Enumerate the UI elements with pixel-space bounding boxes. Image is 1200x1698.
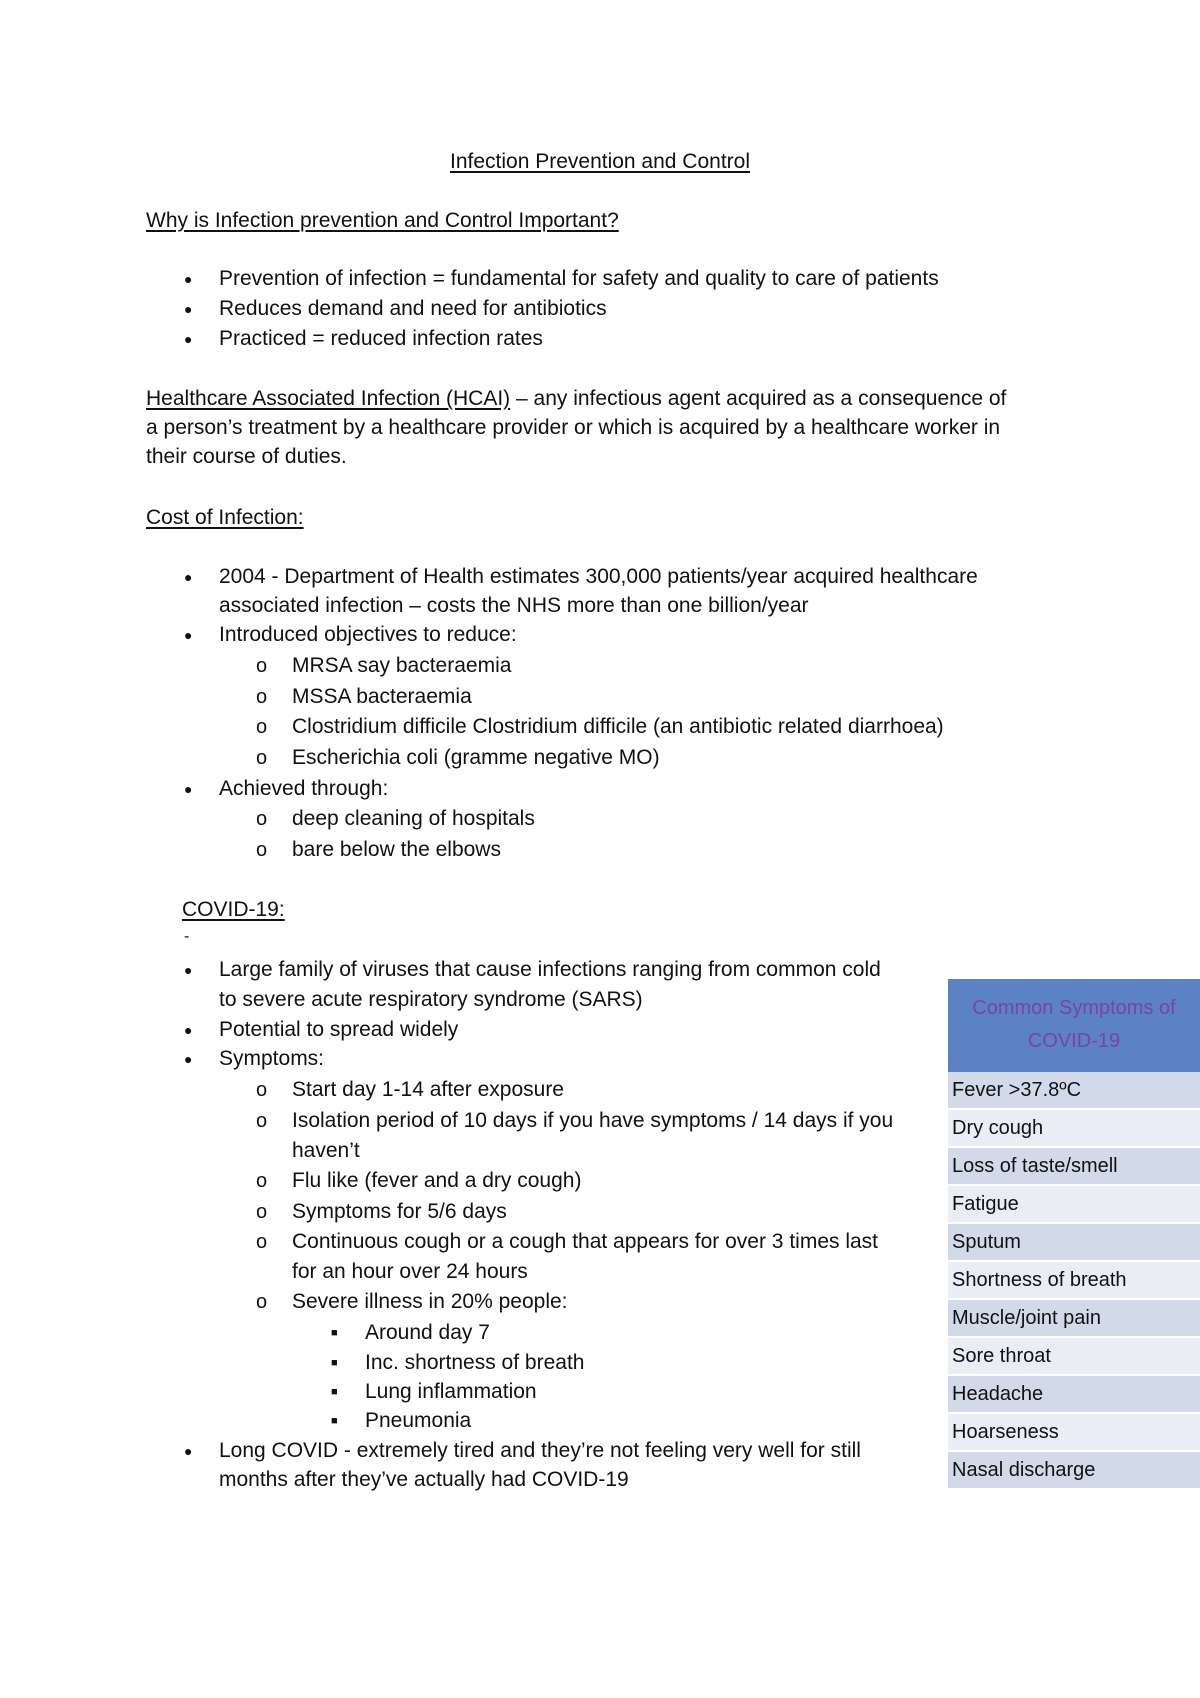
why-heading: Why is Infection prevention and Control Important?: [146, 209, 619, 232]
sub-bullet-marker: o: [256, 1079, 268, 1101]
symptom-item: Symptoms for 5/6 days: [292, 1200, 507, 1223]
symptom-item: Continuous cough or a cough that appears for over 3 times last: [292, 1230, 879, 1253]
symptom-item: Flu like (fever and a dry cough): [292, 1169, 582, 1192]
sub-sub-bullet-marker: ■: [331, 1415, 338, 1427]
why-bullet: Practiced = reduced infection rates: [219, 327, 543, 350]
table-row: Loss of taste/smell: [948, 1148, 1200, 1186]
symptom-item: Severe illness in 20% people:: [292, 1290, 568, 1313]
table-row: Shortness of breath: [948, 1262, 1200, 1300]
page-title: Infection Prevention and Control: [449, 150, 751, 173]
severe-item: Around day 7: [365, 1321, 490, 1344]
severe-item: Lung inflammation: [365, 1380, 537, 1403]
cost-bullet-continued: associated infection – costs the NHS more than one billion/year: [219, 594, 809, 617]
stray-dash: -: [184, 928, 190, 945]
objective-item: Clostridium difficile Clostridium difficile (an antibiotic related diarrhoea): [292, 715, 944, 738]
symptoms-table-header-line: Common Symptoms of: [972, 997, 1176, 1019]
symptom-item-continued: haven’t: [292, 1139, 360, 1162]
sub-sub-bullet-marker: ■: [331, 1357, 338, 1369]
hcai-term: Healthcare Associated Infection (HCAI): [146, 387, 511, 410]
cost-heading: Cost of Infection:: [146, 506, 304, 529]
sub-bullet-marker: o: [256, 1110, 268, 1132]
table-row: Muscle/joint pain: [948, 1300, 1200, 1338]
symptom-item: Isolation period of 10 days if you have symptoms / 14 days if you: [292, 1109, 894, 1132]
why-bullet: Prevention of infection = fundamental for safety and quality to care of patients: [219, 267, 939, 290]
hcai-line: a person’s treatment by a healthcare provider or which is acquired by a healthcare worker in: [146, 416, 1001, 439]
table-row: Sputum: [948, 1224, 1200, 1262]
table-row: Fatigue: [948, 1186, 1200, 1224]
symptom-item: Start day 1-14 after exposure: [292, 1078, 564, 1101]
cost-bullet: 2004 - Department of Health estimates 300,000 patients/year acquired healthcare: [219, 565, 978, 588]
bullet-marker: ●: [184, 271, 193, 287]
symptoms-table-header: [948, 979, 1200, 1072]
sub-sub-bullet-marker: ■: [331, 1386, 338, 1398]
bullet-marker: ●: [184, 331, 193, 347]
covid-bullet-continued: to severe acute respiratory syndrome (SARS): [219, 988, 643, 1011]
covid-bullet-continued: months after they’ve actually had COVID-19: [219, 1468, 629, 1491]
sub-bullet-marker: o: [256, 1170, 268, 1192]
symptom-item-continued: for an hour over 24 hours: [292, 1260, 528, 1283]
sub-bullet-marker: o: [256, 839, 268, 861]
sub-bullet-marker: o: [256, 747, 268, 769]
covid-bullet: Large family of viruses that cause infections ranging from common cold: [219, 958, 881, 981]
symptoms-table: [948, 979, 1200, 1490]
sub-bullet-marker: o: [256, 808, 268, 830]
method-item: bare below the elbows: [292, 838, 501, 861]
objective-item: Escherichia coli (gramme negative MO): [292, 746, 660, 769]
severe-item: Inc. shortness of breath: [365, 1351, 585, 1374]
hcai-line: their course of duties.: [146, 445, 347, 468]
sub-bullet-marker: o: [256, 686, 268, 708]
severe-item: Pneumonia: [365, 1409, 472, 1432]
hcai-line: [146, 384, 1006, 414]
table-row: Nasal discharge: [948, 1452, 1200, 1490]
bullet-marker: ●: [184, 627, 193, 643]
method-item: deep cleaning of hospitals: [292, 807, 535, 830]
bullet-marker: ●: [184, 569, 193, 585]
sub-bullet-marker: o: [256, 655, 268, 677]
sub-bullet-marker: o: [256, 1291, 268, 1313]
why-bullet: Reduces demand and need for antibiotics: [219, 297, 607, 320]
objective-item: MRSA say bacteraemia: [292, 654, 512, 677]
cost-bullet: Introduced objectives to reduce:: [219, 623, 517, 646]
objective-item: MSSA bacteraemia: [292, 685, 472, 708]
symptoms-table-header-line: COVID-19: [1027, 1030, 1121, 1052]
bullet-marker: ●: [184, 781, 193, 797]
sub-bullet-marker: o: [256, 716, 268, 738]
table-row: Headache: [948, 1376, 1200, 1414]
cost-bullet: Achieved through:: [219, 777, 389, 800]
sub-bullet-marker: o: [256, 1231, 268, 1253]
covid-bullet: Long COVID - extremely tired and they’re not feeling very well for still: [219, 1439, 861, 1462]
table-row: Sore throat: [948, 1338, 1200, 1376]
bullet-marker: ●: [184, 1051, 193, 1067]
bullet-marker: ●: [184, 301, 193, 317]
covid-bullet: Symptoms:: [219, 1047, 325, 1070]
bullet-marker: ●: [184, 962, 193, 978]
table-row: Dry cough: [948, 1110, 1200, 1148]
sub-bullet-marker: o: [256, 1201, 268, 1223]
table-row: Hoarseness: [948, 1414, 1200, 1452]
covid-heading: COVID-19:: [182, 898, 285, 921]
table-row: Fever >37.8ºC: [948, 1072, 1200, 1110]
sub-sub-bullet-marker: ■: [331, 1327, 338, 1339]
hcai-definition: – any infectious agent acquired as a consequence of: [510, 387, 1007, 410]
bullet-marker: ●: [184, 1022, 193, 1038]
bullet-marker: ●: [184, 1443, 193, 1459]
covid-bullet: Potential to spread widely: [219, 1018, 459, 1041]
